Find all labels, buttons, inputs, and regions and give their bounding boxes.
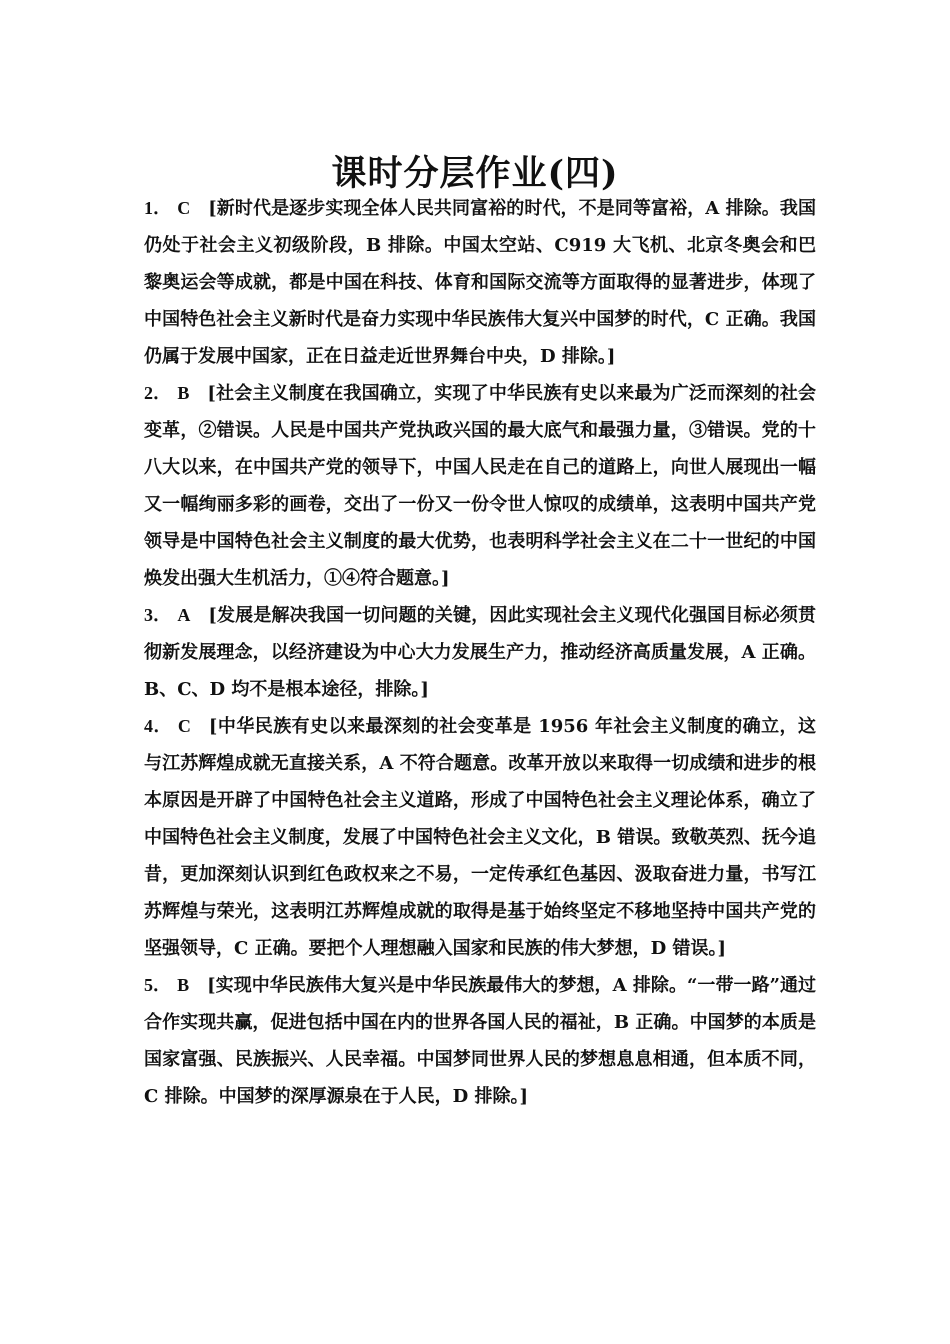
answer-item-1 (144, 190, 816, 375)
answer-explanation: [实现中华民族伟大复兴是中华民族最伟大的梦想，A 排除。“一带一路”通过合作实现共赢，促进包括中国在内的世界各国人民的福祉，B 正确。中国梦的本质是国家富强、民族振兴、人民幸福。中国梦同世界人民的梦想息息相通，但本质不同，C 排除。中国梦的深厚源泉在于人民，D 排除。] (144, 975, 817, 1107)
answer-list (144, 190, 816, 1115)
question-number: 1． (144, 198, 172, 218)
answer-option: B (177, 975, 190, 995)
question-number: 2． (144, 383, 172, 403)
answer-option: A (177, 605, 191, 625)
answer-explanation: [新时代是逐步实现全体人民共同富裕的时代，不是同等富裕，A 排除。我国仍处于社会主义初级阶段，B 排除。中国太空站、C919 大飞机、北京冬奥会和巴黎奥运会等成就，都是中国在科技、体育和国际交流等方面取得的显著进步，体现了中国特色社会主义新时代是奋力实现中华民族伟大复兴中国梦的时代，C 正确。我国仍属于发展中国家，正在日益走近世界舞台中央，D 排除。] (144, 198, 816, 367)
answer-option: B (177, 383, 190, 403)
answer-explanation: [发展是解决我国一切问题的关键，因此实现社会主义现代化强国目标必须贯彻新发展理念，以经济建设为中心大力发展生产力，推动经济高质量发展，A 正确。B、C、D 均不是根本途径，排除。] (144, 605, 817, 700)
answer-option: C (177, 716, 191, 736)
answer-item-2 (144, 375, 816, 597)
answer-explanation: [中华民族有史以来最深刻的社会变革是 1956 年社会主义制度的确立，这与江苏辉煌成就无直接关系，A 不符合题意。改革开放以来取得一切成绩和进步的根本原因是开辟了中国特色社会主义道路，形成了中国特色社会主义理论体系，确立了中国特色社会主义制度，发展了中国特色社会主义文化，B 错误。致敬英烈、抚今追昔，更加深刻认识到红色政权来之不易，一定传承红色基因、汲取奋进力量，书写江苏辉煌与荣光，这表明江苏辉煌成就的取得是基于始终坚定不移地坚持中国共产党的坚强领导，C 正确。要把个人理想融入国家和民族的伟大梦想，D 错误。] (144, 716, 816, 959)
answer-item-3 (144, 597, 816, 708)
answer-option: C (177, 198, 191, 218)
page-title: 课时分层作业(四) (331, 153, 619, 195)
answer-item-4 (144, 708, 816, 967)
question-number: 4． (144, 716, 172, 736)
answer-item-5 (144, 967, 816, 1115)
question-number: 5． (144, 975, 172, 995)
answer-explanation: [社会主义制度在我国确立，实现了中华民族有史以来最为广泛而深刻的社会变革，②错误。人民是中国共产党执政兴国的最大底气和最强力量，③错误。党的十八大以来，在中国共产党的领导下，中国人民走在自己的道路上，向世人展现出一幅又一幅绚丽多彩的画卷，交出了一份又一份令世人惊叹的成绩单，这表明中国共产党领导是中国特色社会主义制度的最大优势，也表明科学社会主义在二十一世纪的中国焕发出强大生机活力，①④符合题意。] (144, 383, 817, 589)
question-number: 3． (144, 605, 172, 625)
